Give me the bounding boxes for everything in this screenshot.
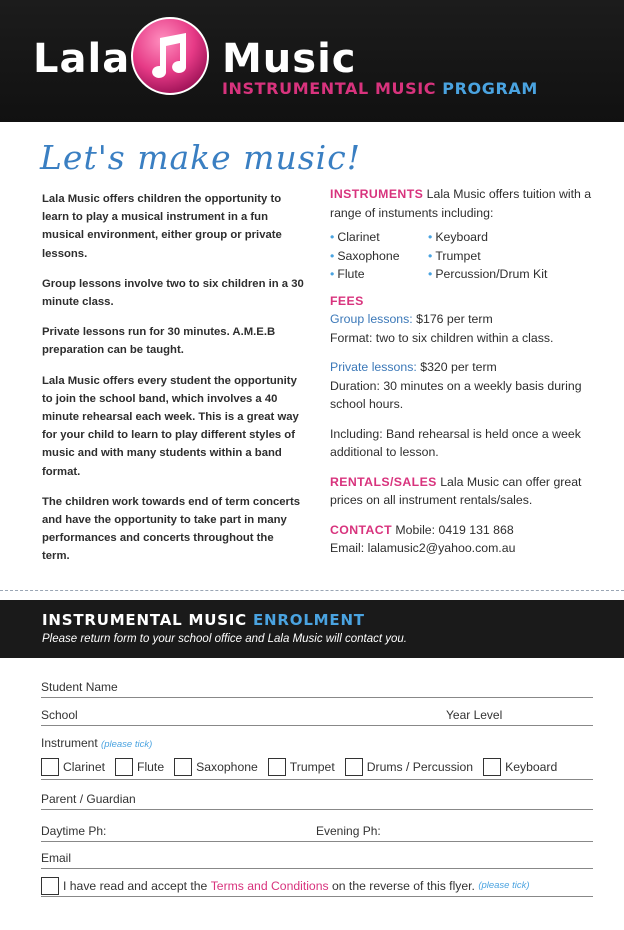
form-subtitle: Please return form to your school office and Lala Music will contact you.	[42, 633, 407, 645]
fees-heading: FEES	[330, 293, 364, 308]
daytime-phone-field[interactable]: Daytime Ph: Evening Ph:	[41, 824, 593, 842]
contact-mobile: Mobile: 0419 131 868	[395, 522, 514, 537]
checkbox-box[interactable]	[483, 758, 501, 776]
group-fee: Group lessons: $176 per term	[330, 312, 493, 326]
instrument-item: • Saxophone	[330, 247, 428, 266]
enrolment-form-header	[0, 600, 624, 658]
instruments-intro: Lala Music offers tuition with a range of instuments including:	[330, 187, 592, 220]
band-rehearsal-note: Including: Band rehearsal is held once a week additional to lesson.	[330, 426, 581, 459]
terms-acceptance: I have read and accept the Terms and Conditions on the reverse of this flyer. (please tick)	[41, 875, 593, 897]
instruments-section	[330, 185, 605, 222]
checkbox-saxophone[interactable]: Saxophone	[174, 758, 258, 776]
email-field[interactable]: Email	[41, 851, 593, 869]
instrument-label: Instrument (please tick)	[41, 736, 153, 750]
checkbox-trumpet[interactable]: Trumpet	[268, 758, 335, 776]
student-name-field[interactable]: Student Name	[41, 680, 593, 698]
terms-checkbox[interactable]	[41, 877, 59, 895]
music-note-logo-icon	[130, 16, 210, 96]
terms-link[interactable]: Terms and Conditions	[210, 878, 329, 893]
page-title: Let's make music!	[40, 138, 361, 177]
intro-paragraph: Private lessons run for 30 minutes. A.M.E.B preparation can be taught.	[42, 326, 276, 357]
group-format: Format: two to six children within a class.	[330, 330, 554, 345]
header-banner	[0, 0, 624, 122]
checkbox-keyboard[interactable]: Keyboard	[483, 758, 557, 776]
checkbox-box[interactable]	[41, 758, 59, 776]
checkbox-clarinet[interactable]: Clarinet	[41, 758, 105, 776]
info-column	[330, 185, 605, 558]
cut-line-divider	[0, 590, 624, 591]
intro-paragraph: The children work towards end of term concerts and have the opportunity to take part in many performances and concerts throughout the term.	[42, 495, 300, 563]
instrument-item: • Clarinet	[330, 228, 428, 247]
program-tagline: INSTRUMENTAL MUSIC PROGRAM	[222, 79, 538, 98]
instrument-checkboxes	[41, 755, 593, 780]
instrument-item: • Flute	[330, 265, 428, 284]
instruments-heading: INSTRUMENTS	[330, 187, 424, 201]
checkbox-box[interactable]	[174, 758, 192, 776]
brand-word-lala: Lala	[33, 36, 131, 82]
form-title: INSTRUMENTAL MUSIC ENROLMENT	[42, 611, 365, 629]
evening-phone-field[interactable]: Evening Ph:	[316, 824, 381, 838]
intro-paragraph: Lala Music offers children the opportunity to learn to play a musical instrument in a fun musical environment, either group or private lessons.	[42, 193, 282, 260]
intro-paragraph: Lala Music offers every student the opportunity to join the school band, which involves a 40 minute rehearsal each week. This is a great way for your child to learn to play different styles of music and with many students within a band format.	[42, 374, 299, 478]
instrument-item: • Percussion/Drum Kit	[428, 265, 588, 284]
private-duration: Duration: 30 minutes on a weekly basis during school hours.	[330, 378, 582, 411]
brand-word-music: Music	[222, 36, 357, 82]
contact-section: CONTACT Mobile: 0419 131 868	[330, 522, 514, 537]
checkbox-drums-percussion[interactable]: Drums / Percussion	[345, 758, 473, 776]
private-fee: Private lessons: $320 per term	[330, 360, 497, 374]
instrument-item: • Trumpet	[428, 247, 588, 266]
checkbox-box[interactable]	[115, 758, 133, 776]
school-field[interactable]: School Year Level	[41, 708, 593, 726]
instrument-list	[330, 228, 605, 284]
contact-email: Email: lalamusic2@yahoo.com.au	[330, 541, 516, 555]
intro-column	[42, 190, 304, 578]
parent-guardian-field[interactable]: Parent / Guardian	[41, 792, 593, 810]
year-level-field[interactable]: Year Level	[446, 708, 503, 722]
checkbox-box[interactable]	[345, 758, 363, 776]
instrument-item: • Keyboard	[428, 228, 588, 247]
checkbox-flute[interactable]: Flute	[115, 758, 164, 776]
rentals-section: RENTALS/SALES Lala Music can offer great prices on all instrument rentals/sales.	[330, 474, 582, 507]
checkbox-box[interactable]	[268, 758, 286, 776]
intro-paragraph: Group lessons involve two to six children in a 30 minute class.	[42, 277, 304, 309]
